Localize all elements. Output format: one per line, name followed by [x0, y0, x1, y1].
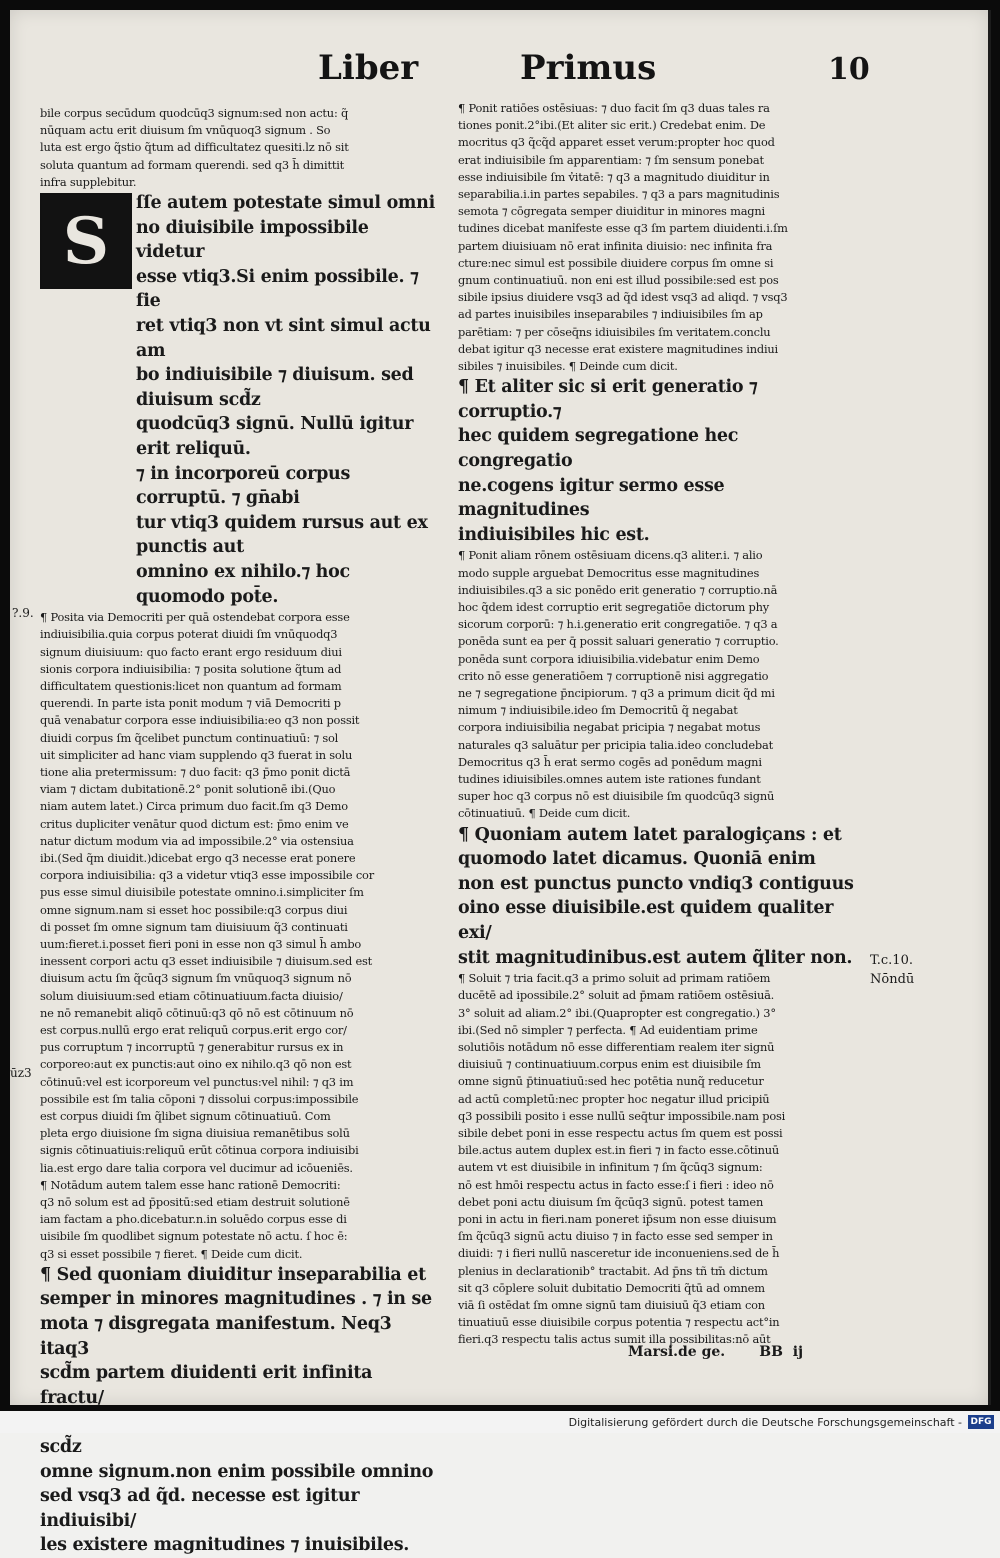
right-column [458, 100, 858, 1349]
dfg-logo-icon: DFG [968, 1415, 994, 1429]
commentary-paragraph: bile corpus secūdum quodcūq3 signum:sed non actu: q̃ nūquam actu erit diuisum ſm vnūquoq3 signum . So luta est ergo q̃stio q̃tum ad difficultatez quesiti.lz nō sit soluta quantum ad formam querendi. sed q3 h̄ dimittit infra supplebitur. [40, 106, 349, 189]
commentary-paragraph: ¶ Ponit ratiōes ostēsiuas: ⁊ duo facit ſm q3 duas tales ra tiones ponit.2°ibi.(Et aliter sic erit.) Credebat enim. De mocritus q3 q̃cq̃d apparet esset verum:propter hoc quod erat indiuisibile ſm apparentiam: ⁊ ſm sensum ponebat esse indiuisibile ſm v̓itatē: ⁊ q3 a magnitudo diuiditur in separabilia.i.in partes sepabiles. ⁊ q3 a pars magnitudinis semota ⁊ cōgregata semper diuiditur in minores magni tudines dicebat mani̓feste esse q3 ſm partem diuidenti.i.ſm partem diuisiuam nō erat infinita diuisio: nec infinita fra cture:nec simul est possibile diuidere corpus ſm omne si gnum continuatiuū. non eni est illud possibile:sed est pos sibile ipsius diuidere vsq3 ad q̃d idest vsq3 ad aliqd. ⁊ vsq3 ad partes inuisibiles inseparabiles ⁊ indiuisibiles ſm ap parētiam: ⁊ per cōseq̄ns idiuisibiles ſm veritatem.conclu debat igitur q3 necesse erat existere magnitudines indiui sibiles ⁊ inuisibiles. ¶ Deinde cum dicit. [458, 101, 788, 374]
footer-bar [0, 1411, 1000, 1433]
signature-line: Marsi.de ge. BB ij [628, 1344, 804, 1360]
commentary-paragraph: ¶ Posita via Democriti per quā ostendebat corpora esse indiuisibilia.quia corpus poterat diuidi ſm vnūquodq3 signum diuisiuum: quo facto erant ergo residuum diui sionis corpora indiuisibilia: ⁊ posita solutione q̃tum ad difficultatem questionis:licet non quantum ad formam querendi. In parte ista ponit modum ⁊ viā Democriti p quā venabatur corpora esse indiuisibilia:eo q3 non possit diuidi corpus ſm q̃celibet punctum continuatiuū: ⁊ sol uit simpliciter ad hanc viam supplendo q3 fuerat in solu tione alia pretermissum: ⁊ duo facit: q3 p̄mo ponit dictā viam ⁊ dictam dubitationē.2° ponit solutionē ibi.(Quo niam autem latet.) Circa primum duo facit.ſm q3 Demo critus dupliciter venātur quod dictum est: p̄mo enim ve natur dictum modum via ad impossibile.2° via ostensiua ibi.(Sed q̃m diuidit.)dicebat ergo q3 necesse erat ponere corpora indiuisibilia: q3 a videtur vtiq3 esse impossibile cor pus esse simul diuisibile potestate omnino.i.simpliciter ſm omne signum.nam si esset hoc possibile:q3 corpus diui di posset ſm omne signum tam diuisiuum q̃3 continuati uum:fieret.i.posset fieri poni in esse non q3 simul h̄ ambo inessent corpori actu q3 esset indiuisibile ⁊ diuisum.sed est diuisum actu ſm q̃cūq3 signum ſm vnūquoq3 signum nō solum diuisiuum:sed etiam cōtinuatiuum.facta diuisio/ ne nō remanebit aliqō cōtinuū:q3 qō nō est cōtinuum nō est corpus.nullū ergo erat reliquū corpus.erit ergo cor/ pus corruptum ⁊ incorruptū ⁊ generabitur rursus ex in corporeo:aut ex punctis:aut oino ex nihilo.q3 qō non est cōtinuū:vel est icorporeum vel punctus:vel nihil: ⁊ q3 im possibile est ſm talia cōponi ⁊ dissolui corpus:impossibile est corpus diuidi ſm q̃libet signum cōtinuatiuū. Com pleta ergo diuisione ſm signa diuisiua remanētibus solū signis cōtinuatiuis:reliquū erūt cōtinua corpora indiuisibi lia.est ergo dare talia corpora vel ducimur ad icōueniēs. ¶ Notādum autem talem esse hanc rationē Democriti: q3 nō solum est ad p̄positū:sed etiam destruit solutionē iam factam a pho.dicebatur.n.in soluēdo corpus esse di uisibile ſm quodlibet signum potestate nō actu. ſ hoc ē: q3 si esset possibile ⁊ fieret. ¶ Deide cum dicit. [40, 610, 374, 1261]
main-text-paragraph: ¶ Sed quoniam diuiditur inseparabilia et semper in minores magnitudines . ⁊ in se mota ⁊ disgregata manifestum. Neq3 itaq3 scd̃m partem diuidenti erit infinita fractu/ scd̃z omne signum.non enim possibile omnino sed vsq3 ad q̃d. necesse est igitur indiuisibi/ les existere magnitudines ⁊ inuisibiles. [40, 1264, 434, 1556]
main-text-paragraph: ¶ Quoniam autem latet paralogiçans : et quomodo latet dicamus. Quoniā enim non est punctus puncto vndiq3 contiguus oino esse diuisibile.est quidem qualiter exi/ stit magnitudinibus.est autem q̃liter non. [458, 824, 854, 968]
running-title-left: Liber [318, 48, 419, 88]
decorated-initial-icon: S [40, 193, 132, 289]
running-title-right: Primus [520, 48, 657, 88]
commentary-paragraph: ¶ Soluit ⁊ tria facit.q3 a primo soluit ad primam ratiōem ducētē ad ipossibile.2° soluit ad p̄mam ratiōem ostēsiuā. 3° soluit ad aliam.2° ibi.(Quapropter est congregatio.) 3° ibi.(Sed nō simpler ⁊ perfecta. ¶ Ad euidentiam prime solutiōis notādum nō esse differentiam realem iter signū diuisiuū ⁊ continuatiuum.corpus enim est diuisibile ſm omne signū p̄tinuatiuū:sed hec potētia nunq̃ reducetur ad actū completū:nec propter hoc negatur illud pricipiū q3 possibili posito i esse nullū seq̄tur impossibile.nam posi sibile debet poni in esse respectu actus ſm quem est possi bile.actus autem duplex est.in fieri ⁊ in facto esse.cōtinuū autem vt est diuisibile in infinitum ⁊ ſm q̃cūq3 signum: nō est hmōi respectu actus in facto esse:ſ i fieri : ideo nō debet poni actu diuisum ſm q̃cūq3 signū. potest tamen poni in actu in fieri.nam poneret ip̄sum non esse diuisum ſm q̃cūq3 signū actu diuiso ⁊ in facto esse sed semper in diuidi: ⁊ i fieri nullū nasceretur ide inconueniens.sed de h̄ plenius in declarationib° tractabit. Ad p̄ns tñ tm̄ dictum sit q3 cōplere soluit dubitatio Democriti q̃tū ad omnem viā ſi ostēdat ſm omne signū tam diuisiuū q̃3 etiam con tinuatiuū esse diuisibile corpus potentia ⁊ respectu act°in fieri.q3 respectu talis actus sumit illa possibilitas:nō aūt [458, 971, 786, 1347]
funding-notice: Digitalisierung gefördert durch die Deutsche Forschungsgemeinschaft - [568, 1415, 962, 1429]
folio-number: 10 [828, 52, 870, 87]
margin-note-right: T.c.10. Nōndū [870, 953, 915, 987]
main-text-block [40, 191, 440, 609]
margin-note-left: ūz3 [10, 1066, 32, 1080]
commentary-paragraph: ¶ Ponit aliam rōnem ostēsiuam dicens.q3 aliter.i. ⁊ alio modo supple arguebat Democritus esse magnitudines indiuisibiles.q3 a sic ponēdo erit generatio ⁊ corruptio.nā hoc q̃dem idest corruptio erit segregatiōe dictorum phy sicorum corporū: ⁊ h.i.generatio erit congregatiōe. ⁊ q3 a ponēda sunt ea per q̄ possit saluari generatio ⁊ corruptio. ponēda sunt corpora idiuisibilia.videbatur enim Demo crito nō esse generatiōem ⁊ corruptionē nisi aggregatio ne ⁊ segregatione p̄ncipiorum. ⁊ q3 a primum dicit q̃d mi nimum ⁊ indiuisibile.ideo ſm Democritū q̃ negabat corpora indiuisibilia negabat pricipia ⁊ negabat motus naturales q3 saluātur per pricipia talia.ideo concludebat Democritus q3 h̄ erat sermo cogēs ad ponēdum magni tudines idiuisibiles.omnes autem iste rationes fundant super hoc q3 corpus nō est diuisibile ſm quodcūq3 signū cōtinuatiuū. ¶ Deide cum dicit. [458, 548, 779, 821]
margin-note-left: ?.9. [12, 606, 34, 620]
main-text-paragraph: ſſe autem potestate simul omni no diuisibile impossibile videtur esse vtiq3.Si enim possibile. ⁊ fie ret vtiq3 non vt sint simul actu am bo indiuisibile ⁊ diuisum. sed diuisum scd̃z quodcūq3 signū. Nullū igitur erit reliquū. ⁊ in incorporeū corpus corruptū. ⁊ gn̄abi tur vtiq3 quidem rursus aut ex punctis aut omnino ex nihilo.⁊ hoc quomodo pot̄e. [136, 193, 435, 607]
main-text-paragraph: ¶ Et aliter sic si erit generatio ⁊ corruptio.⁊ hec quidem segregatione hec congregatio ne.cogens igitur sermo esse magnitudines indiuisibiles hic est. [458, 377, 758, 545]
left-column [40, 105, 440, 1558]
